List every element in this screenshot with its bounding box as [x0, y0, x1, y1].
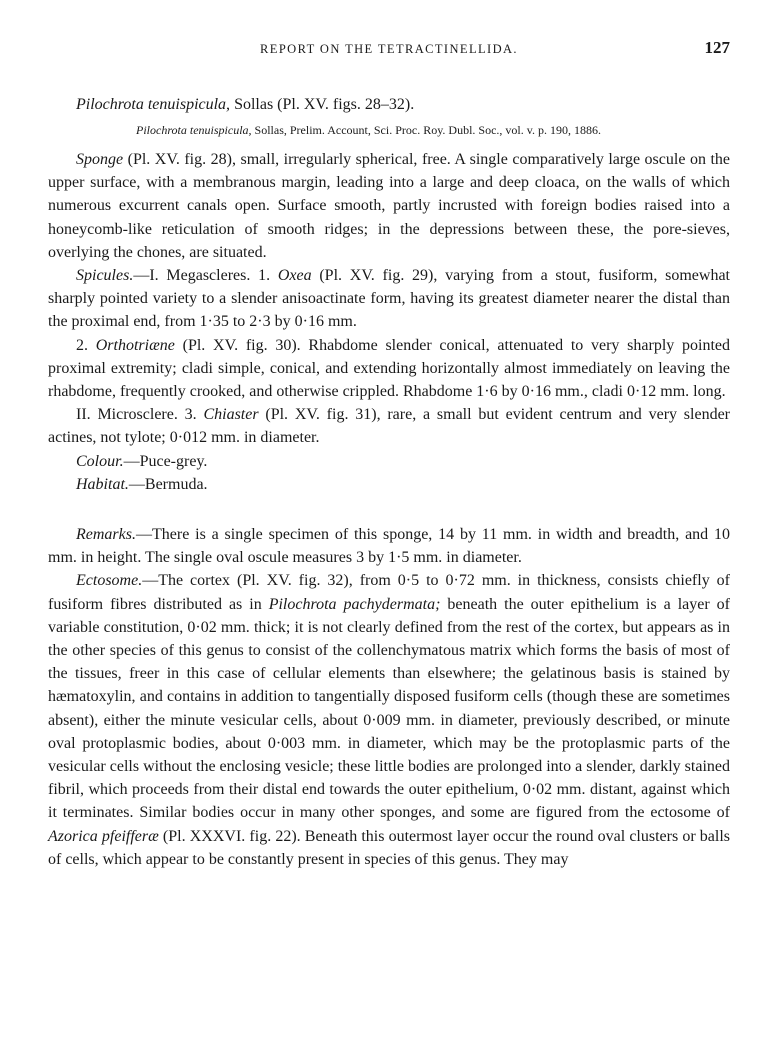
ectosome-label: Ectosome.: [76, 572, 143, 590]
colour-text: —Puce-grey.: [123, 452, 208, 470]
chiaster-label: Chiaster: [203, 406, 259, 424]
citation-text: Sollas, Prelim. Account, Sci. Proc. Roy. Dubl. Soc., vol. v. p. 190, 1886.: [251, 123, 601, 137]
habitat-text: —Bermuda.: [128, 475, 208, 493]
orthotriaene-paragraph: [48, 334, 730, 404]
species-heading: [76, 94, 730, 116]
remarks-paragraph: [48, 523, 730, 569]
colour-line: [48, 450, 730, 473]
ectosome-text-c: (Pl. XXXVI. fig. 22). Beneath this outermost layer occur the round oval clusters or balls of cells, which appear to be constantly present in species of this genus. They may: [48, 827, 731, 868]
ortho-prefix: 2.: [76, 336, 96, 354]
citation-name: Pilochrota tenuispicula,: [136, 123, 252, 137]
micro-text: (Pl. XV. fig. 31), rare, a small but evident centrum and very slender actines, not tylote; 0·012 mm. in diameter.: [48, 406, 731, 447]
azorica-name: Azorica pfeifferæ: [48, 827, 159, 845]
spicules-text-b: (Pl. XV. fig. 29), varying from a stout, fusiform, somewhat sharply pointed variety to a slender anisoactinate form, having its greatest diameter nearer the distal than the proximal end, from 1·35 to 2·3 by 0·16 mm.: [48, 267, 730, 331]
habitat-label: Habitat.: [76, 475, 129, 493]
ectosome-text-a: —The cortex (Pl. XV. fig. 32), from 0·5 to 0·72 mm. in thickness, consists chiefly of fusiform fibres distributed as in: [48, 572, 730, 613]
sponge-label: Sponge: [76, 151, 124, 168]
ortho-text: (Pl. XV. fig. 30). Rhabdome slender conical, attenuated to very sharply pointed proximal extremity; cladi simple, conical, and extending horizontally almost immediately on leaving the rhabdome, frequently crooked, and otherwise crippled. Rhabdome 1·6 by 0·16 mm., cladi 0·12 mm. long.: [48, 336, 731, 401]
pachydermata-name: Pilochrota pachydermata;: [268, 595, 441, 613]
species-citation: [136, 120, 730, 140]
ortho-label: Orthotriæne: [95, 336, 175, 354]
running-header: [48, 36, 730, 62]
remarks-text: —There is a single specimen of this sponge, 14 by 11 mm. in width and breadth, and 10 mm. in height. The single oval oscule measures 3 by 1·5 mm. in diameter.: [48, 526, 730, 567]
remarks-label: Remarks.: [76, 526, 136, 544]
micro-prefix: II. Microsclere. 3.: [76, 406, 204, 424]
spicules-text-a: —I. Megascleres. 1.: [133, 267, 278, 285]
ectosome-paragraph: [48, 569, 730, 871]
spicules-label: Spicules.: [76, 267, 134, 285]
microsclere-paragraph: [48, 403, 730, 449]
species-author: Sollas (Pl. XV. figs. 28–32).: [230, 96, 415, 113]
page-number: 127: [704, 38, 730, 57]
colour-label: Colour.: [76, 452, 124, 470]
sponge-text: (Pl. XV. fig. 28), small, irregularly spherical, free. A single comparatively large oscule on the upper surface, with a membranous margin, leading into a large and deep cloaca, on the walls of which numerous excurrent canals open. Surface smooth, partly incrusted with foreign bodies raised into a honeycomb-like reticulation of smooth ridges; in the depressions between these, the pore-sieves, overlying the chones, are situated.: [48, 151, 730, 261]
species-name: Pilochrota tenuispicula,: [76, 96, 231, 113]
habitat-line: [48, 473, 730, 496]
oxea-label: Oxea: [277, 267, 312, 285]
page: [48, 36, 730, 871]
running-title: REPORT ON THE TETRACTINELLIDA.: [260, 42, 518, 56]
spicules-paragraph: [48, 264, 730, 334]
ectosome-text-b: beneath the outer epithelium is a layer of variable constitution, 0·02 mm. thick; it is not clearly defined from the rest of the cortex, but appears as in the other species of this genus to consist of the collenchymatous matrix which forms the basis of most of the tissues, freer in this case of cellular elements than elsewhere; the gelatinous basis is stained by hæmatoxylin, and contains in addition to tangentially disposed fusiform cells (though these are sometimes absent), either the minute vesicular cells, about 0·009 mm. in diameter, previously described, or minute oval protoplasmic bodies, about 0·003 mm. in diameter, which may be the protoplasmic parts of the vesicular cells without the enclosing vesicle; these little bodies are prolonged into a slender, darkly stained fibril, which proceeds from their distal end towards the outer epithelium, 0·02 mm. distant, against which it terminates. Similar bodies occur in many other sponges, and some are figured from the ectosome of: [48, 595, 731, 822]
sponge-paragraph: [48, 148, 730, 264]
